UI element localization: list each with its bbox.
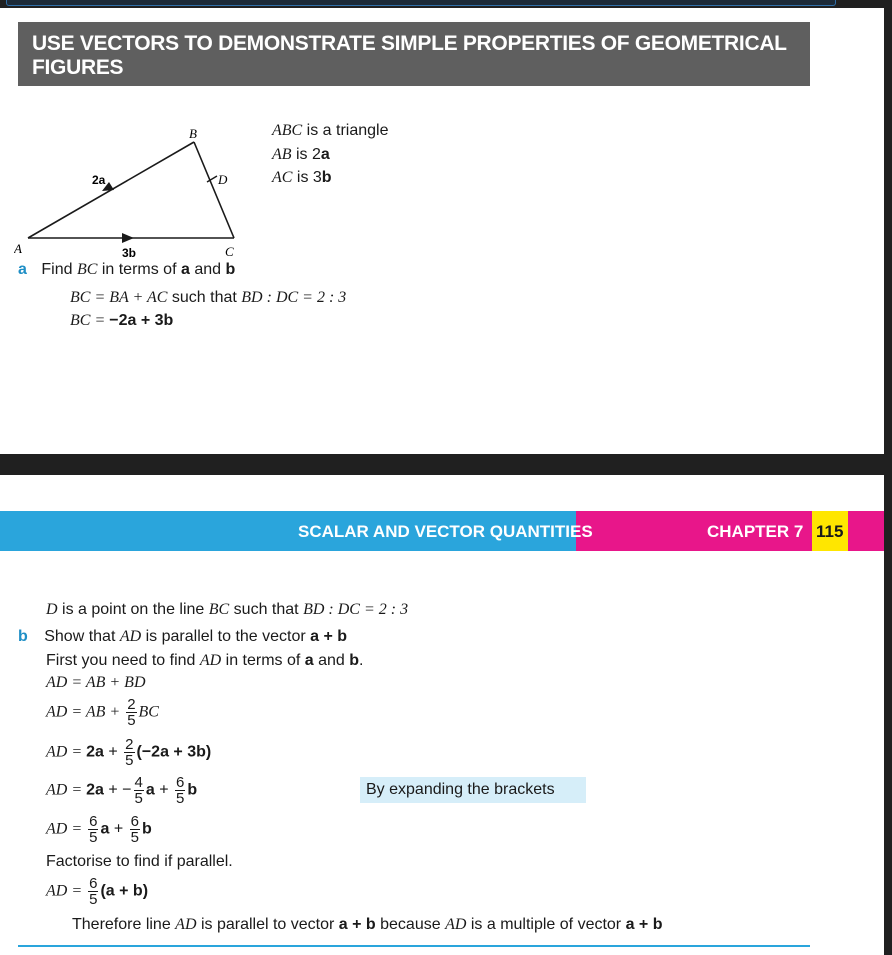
intro-line: D is a point on the line BC such that BD : DC = 2 : 3 [46, 601, 409, 618]
page-number: 115 [816, 522, 844, 541]
part-a-label: a [18, 261, 27, 278]
triangle-diagram [14, 120, 264, 265]
step-3: AD = 2a + $\frac{2}{5}$ (−2a + 3b) [46, 736, 212, 769]
vertex-a-label: A [14, 241, 22, 256]
arrow-ac [122, 233, 134, 243]
vertex-d-label: D [218, 172, 228, 187]
fact-3: AC is 3b [272, 169, 332, 186]
final-step: AD = $\frac{6}{5}$ (a + b) [46, 875, 149, 908]
fact-2: AB is 2a [272, 146, 330, 163]
part-b-question: b Show that AD is parallel to the vector a + b [18, 628, 348, 645]
label-3b: 3b [122, 246, 137, 260]
step-5: AD = $\frac{6}{5}$ a + $\frac{6}{5}$ b [46, 813, 152, 846]
running-head-chapter: CHAPTER 7 [707, 522, 804, 541]
section-heading: USE VECTORS TO DEMONSTRATE SIMPLE PROPERTIES OF GEOMETRICAL FIGURES [18, 22, 810, 86]
window-top-strip [0, 0, 892, 8]
expanding-note: By expanding the brackets [360, 777, 586, 803]
part-a-line-1: BC = BA + AC such that BD : DC = 2 : 3 [70, 289, 347, 306]
address-bar [6, 0, 836, 6]
step-2: AD = AB + $\frac{2}{5}$ BC [46, 696, 159, 729]
bottom-rule [18, 945, 810, 947]
conclusion: Therefore line AD is parallel to vector a + b because AD is a multiple of vector a + b [72, 916, 663, 933]
fact-1: ABC is a triangle [272, 122, 389, 139]
part-a-question: a Find BC in terms of a and b [18, 261, 236, 278]
vertex-c-label: C [225, 244, 234, 259]
page-lower [0, 475, 884, 955]
step-1: AD = AB + BD [46, 674, 146, 691]
part-b-instruction: First you need to find AD in terms of a and b. [46, 652, 364, 669]
running-head-section: SCALAR AND VECTOR QUANTITIES [298, 522, 593, 541]
label-2a: 2a [92, 173, 106, 187]
running-head [0, 511, 884, 551]
part-a-line-2: BC = −2a + 3b [70, 312, 174, 329]
edge-bc [194, 142, 234, 238]
vertex-b-label: B [189, 126, 197, 141]
factorise-line: Factorise to find if parallel. [46, 853, 233, 870]
step-4: AD = 2a + − $\frac{4}{5}$ a + $\frac{6}{5}$ b [46, 774, 198, 807]
part-b-label: b [18, 628, 28, 645]
page-upper [0, 8, 884, 454]
